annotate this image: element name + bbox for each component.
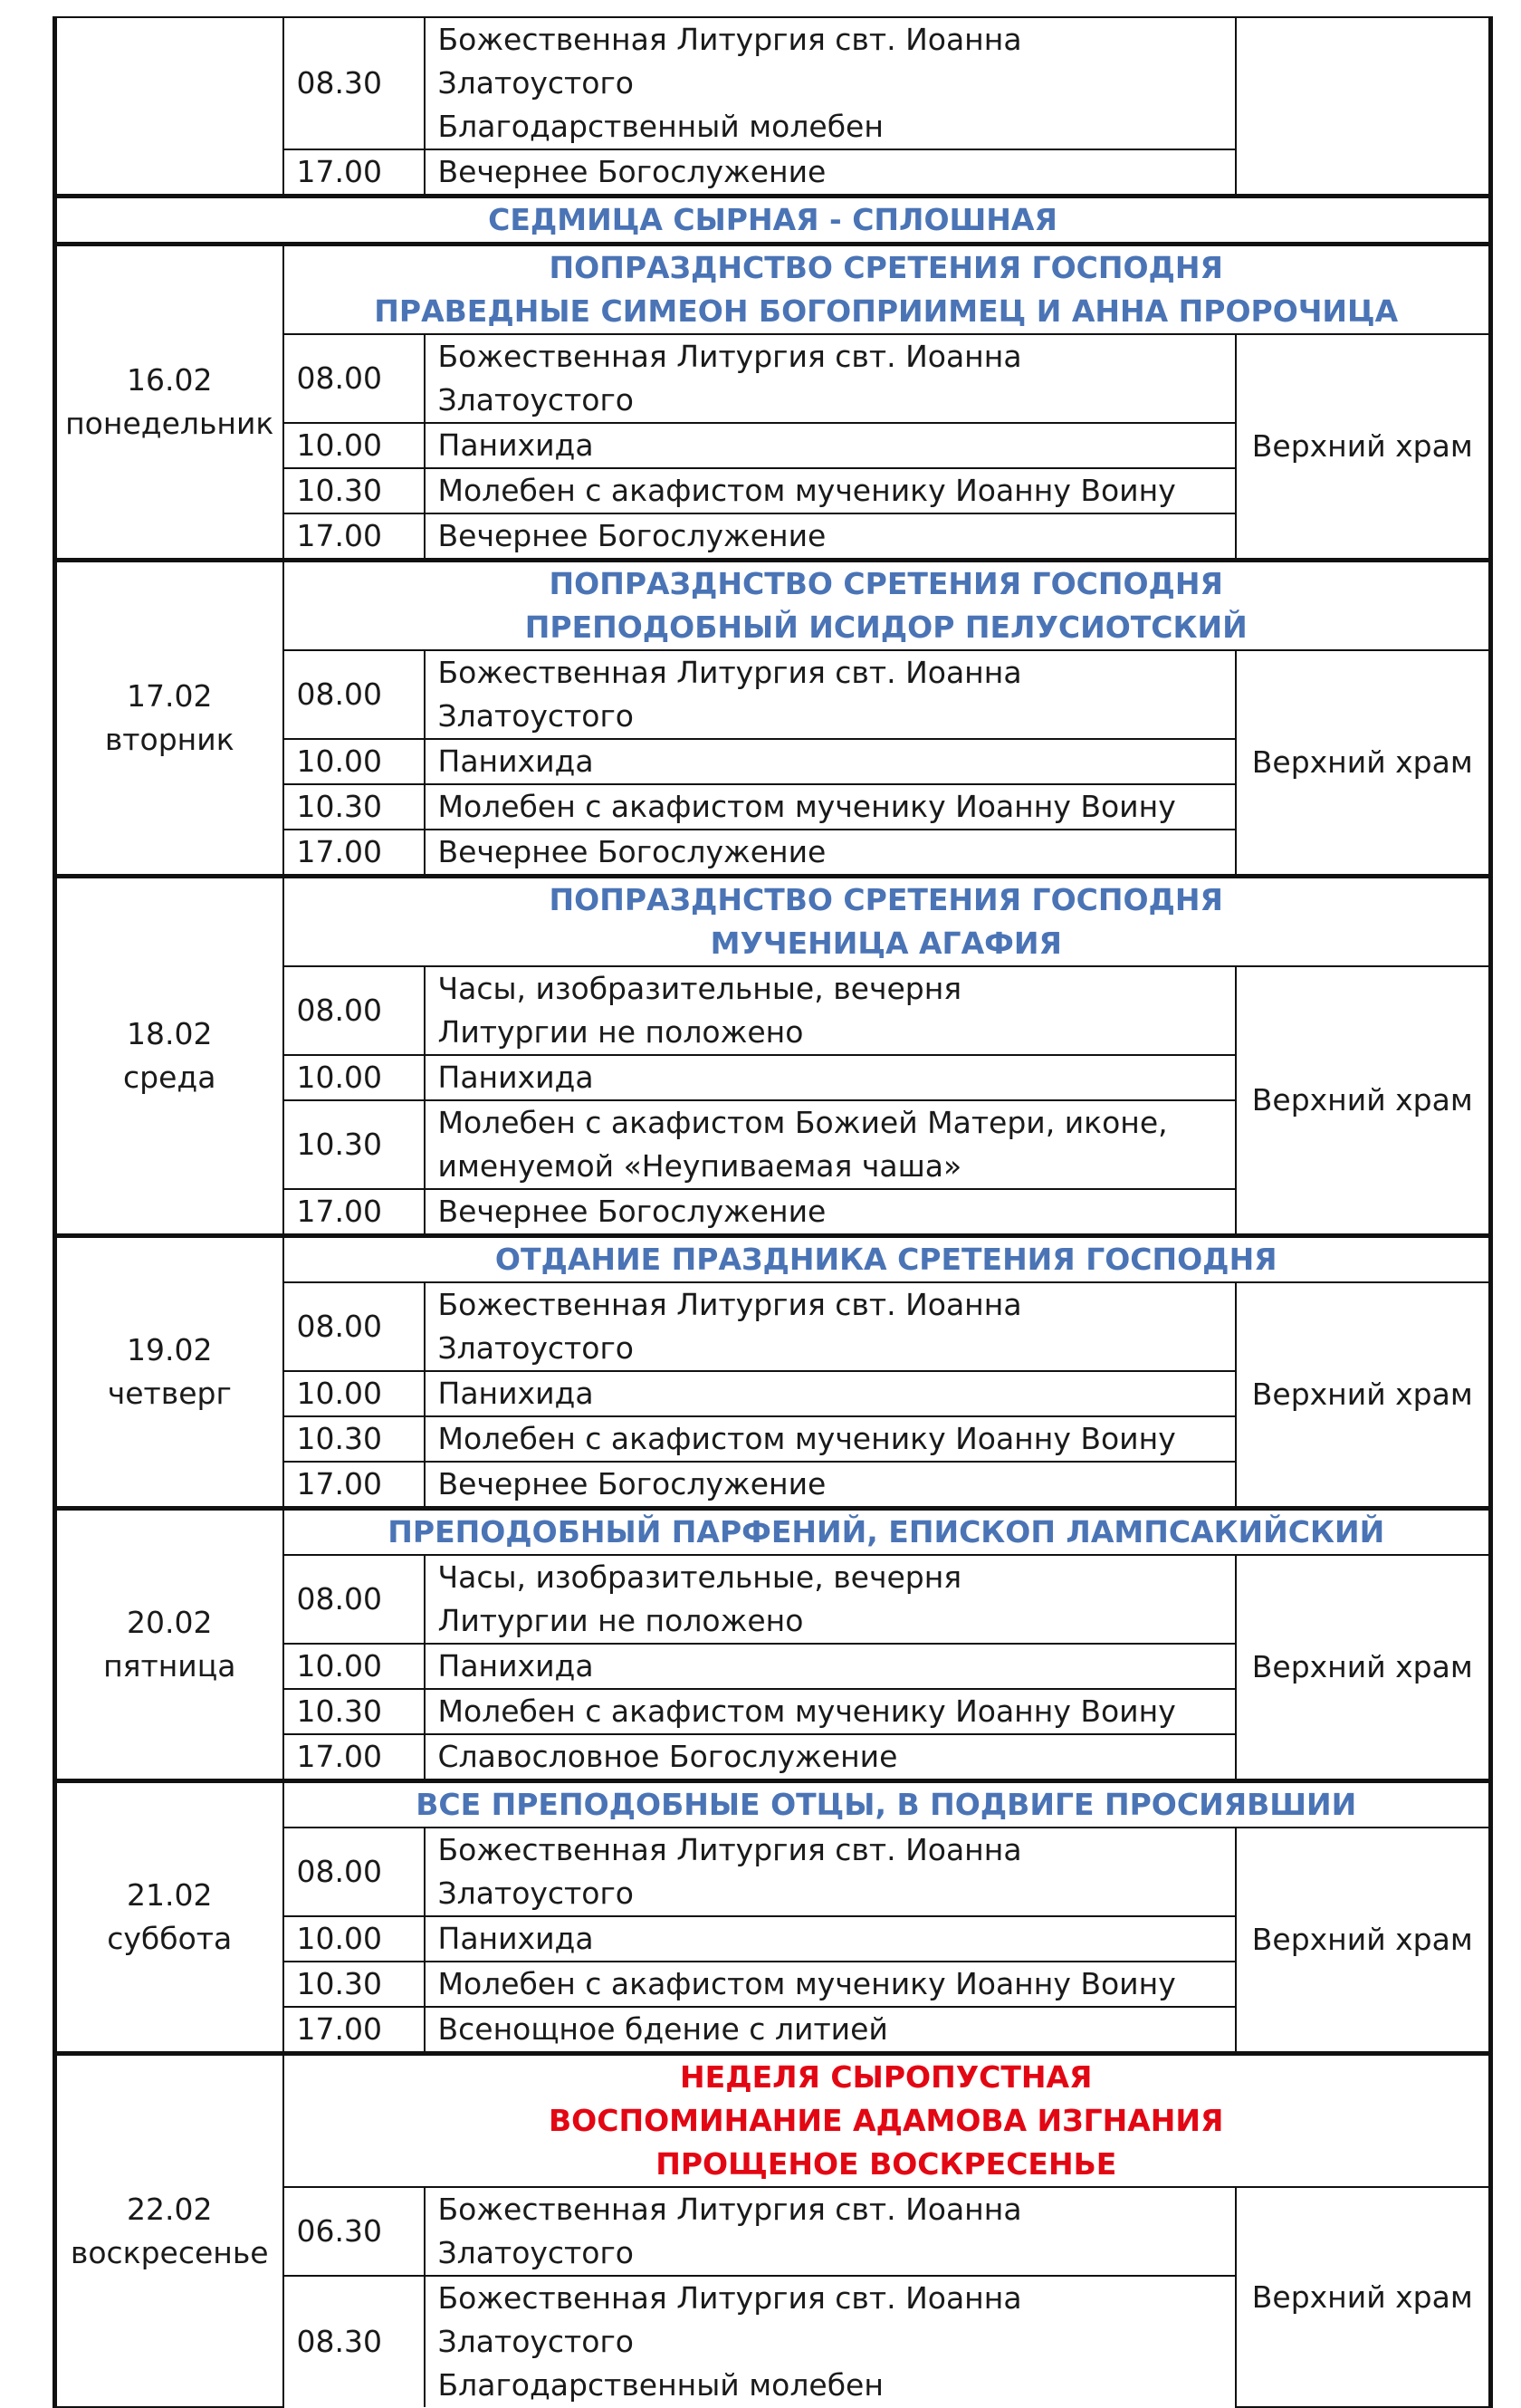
- feast-title: [283, 245, 1491, 335]
- place-cell: [1236, 17, 1491, 197]
- place-cell: [1236, 966, 1491, 1236]
- time-label: 10.30: [296, 1966, 382, 2001]
- activity-cell: [425, 149, 1236, 197]
- time-cell: [283, 1734, 425, 1781]
- time-label: 08.00: [296, 360, 382, 396]
- activity-cell: [425, 1916, 1236, 1962]
- time-label: 17.00: [296, 2011, 382, 2047]
- activity-line: Панихида: [437, 1648, 594, 1684]
- activity-cell: [425, 784, 1236, 830]
- time-cell: [283, 423, 425, 468]
- time-cell: [283, 1055, 425, 1100]
- activity-cell: [425, 2187, 1236, 2276]
- feast-title: [283, 1236, 1491, 1283]
- activity-line: Всенощное бдение с литией: [437, 2011, 888, 2047]
- time-label: 10.30: [296, 1421, 382, 1456]
- activity-line: Панихида: [437, 1376, 594, 1411]
- day-cell: [55, 561, 283, 877]
- time-label: 06.30: [296, 2213, 382, 2249]
- activity-line: Молебен с акафистом мученику Иоанну Воину: [437, 1693, 1176, 1729]
- time-label: 10.30: [296, 473, 382, 508]
- time-cell: [283, 1416, 425, 1462]
- activity-line: Панихида: [437, 1921, 594, 1956]
- time-label: 17.00: [296, 834, 382, 869]
- time-cell: [283, 2276, 425, 2407]
- activity-line: Божественная Литургия свт. Иоанна Златоустого: [437, 339, 1022, 417]
- activity-line: именуемой «Неупиваемая чаша»: [437, 1148, 962, 1184]
- place-label: Верхний храм: [1251, 1377, 1473, 1412]
- time-label: 10.00: [296, 1648, 382, 1684]
- activity-line: Литургии не положено: [437, 1014, 804, 1050]
- activity-line: Молебен с акафистом мученику Иоанну Воину: [437, 1966, 1176, 2001]
- activity-line: Божественная Литургия свт. Иоанна Златоустого: [437, 655, 1022, 734]
- activity-line: Божественная Литургия свт. Иоанна Златоустого: [437, 2280, 1022, 2359]
- time-cell: [283, 784, 425, 830]
- feast-line: ПРЕПОДОБНЫЙ ПАРФЕНИЙ, ЕПИСКОП ЛАМПСАКИЙСКИЙ: [387, 1514, 1385, 1549]
- time-label: 10.30: [296, 1127, 382, 1162]
- day-date: 17.02: [127, 678, 213, 714]
- time-cell: [283, 1555, 425, 1644]
- day-date: 19.02: [127, 1332, 213, 1367]
- activity-line: Панихида: [437, 1060, 594, 1095]
- day-cell: [55, 877, 283, 1236]
- feast-line: ПОПРАЗДНСТВО СРЕТЕНИЯ ГОСПОДНЯ: [549, 882, 1223, 917]
- activity-cell: [425, 1416, 1236, 1462]
- time-cell: [283, 149, 425, 197]
- day-cell: [55, 245, 283, 561]
- activity-cell: [425, 423, 1236, 468]
- activity-line: Молебен с акафистом Божией Матери, иконе,: [437, 1105, 1168, 1140]
- time-label: 08.30: [296, 2324, 382, 2359]
- time-cell: [283, 1371, 425, 1416]
- time-cell: [283, 468, 425, 513]
- feast-title: [283, 561, 1491, 651]
- activity-line: Божественная Литургия свт. Иоанна Златоустого: [437, 1287, 1022, 1366]
- feast-title: [283, 877, 1491, 967]
- day-weekday: пятница: [103, 1648, 236, 1684]
- schedule-table: [53, 16, 1493, 2408]
- feast-title: [283, 2054, 1491, 2188]
- feast-row: [55, 561, 1491, 651]
- activity-line: Молебен с акафистом мученику Иоанну Воину: [437, 1421, 1176, 1456]
- time-label: 10.00: [296, 427, 382, 463]
- activity-cell: [425, 739, 1236, 784]
- place-cell: [1236, 334, 1491, 561]
- place-label: Верхний храм: [1251, 428, 1473, 464]
- activity-cell: [425, 1055, 1236, 1100]
- schedule-page: [53, 16, 1488, 2408]
- feast-row: [55, 2054, 1491, 2188]
- day-cell: [55, 1781, 283, 2054]
- time-label: 10.30: [296, 1693, 382, 1729]
- activity-line: Панихида: [437, 744, 594, 779]
- day-cell: [55, 17, 283, 197]
- feast-row: [55, 1781, 1491, 1828]
- time-label: 08.00: [296, 993, 382, 1028]
- activity-cell: [425, 1828, 1236, 1916]
- time-label: 10.00: [296, 1921, 382, 1956]
- day-weekday: воскресенье: [70, 2234, 269, 2270]
- place-cell: [1236, 1828, 1491, 2054]
- feast-row: [55, 245, 1491, 335]
- activity-line: Благодарственный молебен: [437, 2367, 884, 2403]
- time-cell: [283, 2007, 425, 2054]
- activity-line: Молебен с акафистом мученику Иоанну Воину: [437, 789, 1176, 824]
- time-label: 10.00: [296, 1376, 382, 1411]
- activity-cell: [425, 1734, 1236, 1781]
- time-label: 17.00: [296, 1466, 382, 1501]
- day-weekday: четверг: [107, 1376, 232, 1411]
- schedule-row: [55, 17, 1491, 149]
- day-date: 16.02: [127, 362, 213, 398]
- time-label: 08.00: [296, 1581, 382, 1617]
- time-cell: [283, 966, 425, 1055]
- activity-cell: [425, 1644, 1236, 1689]
- activity-cell: [425, 650, 1236, 739]
- time-label: 17.00: [296, 1739, 382, 1774]
- activity-line: Славословное Богослужение: [437, 1739, 898, 1774]
- day-date: 22.02: [127, 2191, 213, 2227]
- feast-line: ВСЕ ПРЕПОДОБНЫЕ ОТЦЫ, В ПОДВИГЕ ПРОСИЯВШИИ: [416, 1787, 1357, 1822]
- feast-line: ПРАВЕДНЫЕ СИМЕОН БОГОПРИИМЕЦ И АННА ПРОРОЧИЦА: [374, 293, 1399, 329]
- place-cell: [1236, 1555, 1491, 1781]
- time-label: 17.00: [296, 1194, 382, 1229]
- time-label: 10.00: [296, 1060, 382, 1095]
- day-cell: [55, 1509, 283, 1781]
- place-cell: [1236, 1282, 1491, 1509]
- activity-cell: [425, 2276, 1236, 2407]
- day-weekday: понедельник: [65, 406, 274, 441]
- day-cell: [55, 1236, 283, 1509]
- time-label: 08.00: [296, 1309, 382, 1344]
- activity-cell: [425, 966, 1236, 1055]
- feast-line: НЕДЕЛЯ СЫРОПУСТНАЯ: [680, 2059, 1093, 2095]
- activity-cell: [425, 1189, 1236, 1236]
- activity-line: Вечернее Богослужение: [437, 834, 827, 869]
- feast-line: МУЧЕНИЦА АГАФИЯ: [710, 926, 1062, 961]
- time-cell: [283, 1100, 425, 1189]
- activity-cell: [425, 1100, 1236, 1189]
- activity-line: Часы, изобразительные, вечерня: [437, 1559, 962, 1595]
- activity-cell: [425, 1689, 1236, 1734]
- feast-line: ПОПРАЗДНСТВО СРЕТЕНИЯ ГОСПОДНЯ: [549, 566, 1223, 601]
- time-label: 10.30: [296, 789, 382, 824]
- activity-line: Молебен с акафистом мученику Иоанну Воину: [437, 473, 1176, 508]
- time-cell: [283, 1189, 425, 1236]
- place-cell: [1236, 2187, 1491, 2407]
- feast-line: ПОПРАЗДНСТВО СРЕТЕНИЯ ГОСПОДНЯ: [549, 250, 1223, 285]
- feast-line: ВОСПОМИНАНИЕ АДАМОВА ИЗГНАНИЯ: [549, 2103, 1224, 2138]
- activity-line: Божественная Литургия свт. Иоанна Златоустого: [437, 2192, 1022, 2270]
- time-label: 17.00: [296, 518, 382, 553]
- time-cell: [283, 1689, 425, 1734]
- day-weekday: среда: [123, 1060, 216, 1095]
- day-weekday: вторник: [104, 722, 234, 757]
- activity-cell: [425, 1555, 1236, 1644]
- feast-line: ОТДАНИЕ ПРАЗДНИКА СРЕТЕНИЯ ГОСПОДНЯ: [494, 1242, 1277, 1277]
- activity-line: Вечернее Богослужение: [437, 518, 827, 553]
- activity-line: Божественная Литургия свт. Иоанна Златоустого: [437, 1832, 1022, 1911]
- time-label: 08.00: [296, 1854, 382, 1889]
- time-label: 08.30: [296, 65, 382, 101]
- place-label: Верхний храм: [1251, 1922, 1473, 1957]
- activity-line: Вечернее Богослужение: [437, 1466, 827, 1501]
- feast-row: [55, 1509, 1491, 1556]
- feast-title: [283, 1509, 1491, 1556]
- time-cell: [283, 2187, 425, 2276]
- time-cell: [283, 334, 425, 423]
- feast-title: [283, 1781, 1491, 1828]
- place-label: Верхний храм: [1251, 1649, 1473, 1684]
- activity-cell: [425, 17, 1236, 149]
- time-cell: [283, 830, 425, 877]
- time-cell: [283, 739, 425, 784]
- day-cell: [55, 2054, 283, 2408]
- day-date: 18.02: [127, 1016, 213, 1051]
- activity-line: Панихида: [437, 427, 594, 463]
- activity-cell: [425, 513, 1236, 561]
- time-cell: [283, 1828, 425, 1916]
- activity-line: Божественная Литургия свт. Иоанна Златоустого: [437, 22, 1022, 101]
- activity-cell: [425, 1282, 1236, 1371]
- feast-line: ПРЕПОДОБНЫЙ ИСИДОР ПЕЛУСИОТСКИЙ: [524, 609, 1248, 645]
- time-cell: [283, 17, 425, 149]
- schedule-body: [55, 17, 1491, 2407]
- activity-cell: [425, 1371, 1236, 1416]
- time-cell: [283, 1282, 425, 1371]
- feast-row: [55, 1236, 1491, 1283]
- activity-cell: [425, 1962, 1236, 2007]
- time-label: 10.00: [296, 744, 382, 779]
- time-cell: [283, 1644, 425, 1689]
- time-label: 08.00: [296, 676, 382, 712]
- place-label: Верхний храм: [1251, 2278, 1473, 2315]
- place-cell: [1236, 650, 1491, 877]
- activity-cell: [425, 2007, 1236, 2054]
- feast-line: ПРОЩЕНОЕ ВОСКРЕСЕНЬЕ: [655, 2146, 1117, 2182]
- time-cell: [283, 1962, 425, 2007]
- activity-cell: [425, 830, 1236, 877]
- day-weekday: суббота: [107, 1921, 233, 1956]
- activity-line: Часы, изобразительные, вечерня: [437, 971, 962, 1006]
- time-cell: [283, 1916, 425, 1962]
- feast-row: [55, 877, 1491, 967]
- time-label: 17.00: [296, 154, 382, 189]
- time-cell: [283, 513, 425, 561]
- week-title-text: СЕДМИЦА СЫРНАЯ - СПЛОШНАЯ: [488, 202, 1057, 237]
- place-label: Верхний храм: [1251, 744, 1473, 780]
- activity-cell: [425, 468, 1236, 513]
- activity-cell: [425, 334, 1236, 423]
- activity-line: Вечернее Богослужение: [437, 154, 827, 189]
- place-label: Верхний храм: [1251, 1082, 1473, 1118]
- activity-line: Литургии не положено: [437, 1603, 804, 1638]
- activity-cell: [425, 1462, 1236, 1509]
- activity-line: Благодарственный молебен: [437, 109, 884, 144]
- time-cell: [283, 650, 425, 739]
- week-row: [55, 197, 1491, 245]
- time-cell: [283, 1462, 425, 1509]
- week-title: [55, 197, 1491, 245]
- activity-line: Вечернее Богослужение: [437, 1194, 827, 1229]
- day-date: 21.02: [127, 1877, 213, 1913]
- day-date: 20.02: [127, 1605, 213, 1640]
